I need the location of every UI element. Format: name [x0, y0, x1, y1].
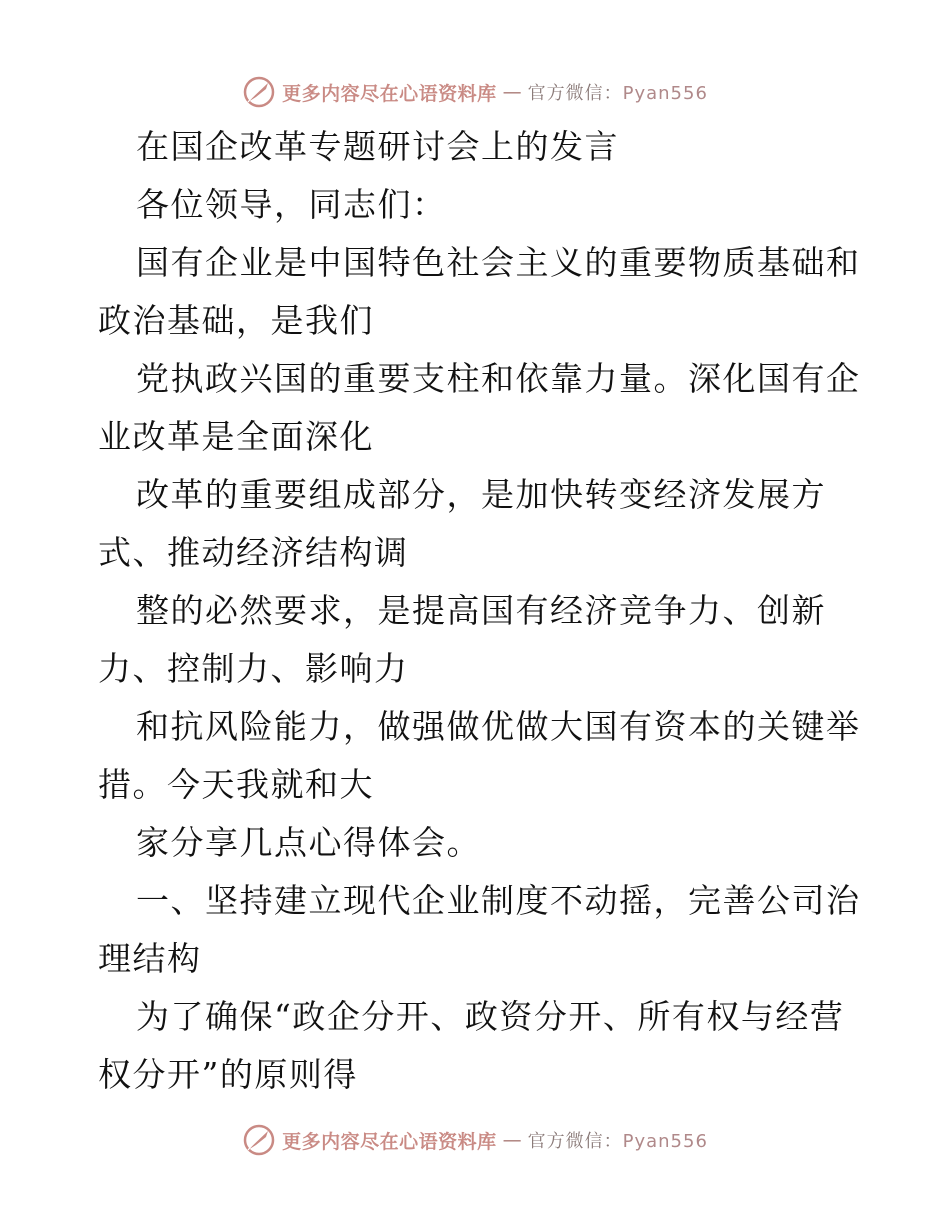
text-line: 政治基础，是我们	[98, 301, 374, 340]
watermark-separator: —	[502, 81, 522, 103]
text-line: 整的必然要求，是提高国有经济竞争力、创新	[136, 591, 826, 630]
text-line: 措。今天我就和大	[98, 765, 374, 804]
watermark-footer	[0, 1118, 950, 1162]
watermark-contact	[528, 79, 708, 105]
watermark-text: 更多内容尽在心语资料库	[282, 82, 497, 105]
text-line: 权分开”的原则得	[98, 1055, 358, 1094]
text-line: 一、坚持建立现代企业制度不动摇，完善公司治	[136, 881, 861, 920]
text-line: 业改革是全面深化	[98, 417, 374, 456]
watermark-contact-id: Pyan556	[622, 83, 708, 104]
text-line: 和抗风险能力，做强做优做大国有资本的关键举	[136, 707, 861, 746]
feather-pen-logo-icon	[242, 75, 276, 109]
text-line: 家分享几点心得体会。	[136, 823, 481, 862]
watermark-contact-id: Pyan556	[622, 1131, 708, 1152]
text-line: 理结构	[98, 939, 202, 978]
watermark-text: 更多内容尽在心语资料库	[282, 1130, 497, 1153]
watermark-separator: —	[502, 1129, 522, 1151]
text-line: 党执政兴国的重要支柱和依靠力量。深化国有企	[136, 359, 861, 398]
text-line: 力、控制力、影响力	[98, 649, 409, 688]
text-line: 式、推动经济结构调	[98, 533, 409, 572]
watermark-header	[0, 70, 950, 114]
text-line: 各位领导，同志们：	[136, 185, 447, 224]
text-line: 国有企业是中国特色社会主义的重要物质基础和	[136, 243, 861, 282]
text-line: 在国企改革专题研讨会上的发言	[136, 127, 619, 166]
watermark-contact	[528, 1127, 708, 1153]
text-line: 为了确保“政企分开、政资分开、所有权与经营	[136, 997, 845, 1036]
document-body	[98, 118, 861, 1104]
watermark-contact-label: 官方微信：	[527, 83, 623, 104]
text-line: 改革的重要组成部分，是加快转变经济发展方	[136, 475, 826, 514]
watermark-contact-label: 官方微信：	[527, 1131, 623, 1152]
feather-pen-logo-icon	[242, 1123, 276, 1157]
